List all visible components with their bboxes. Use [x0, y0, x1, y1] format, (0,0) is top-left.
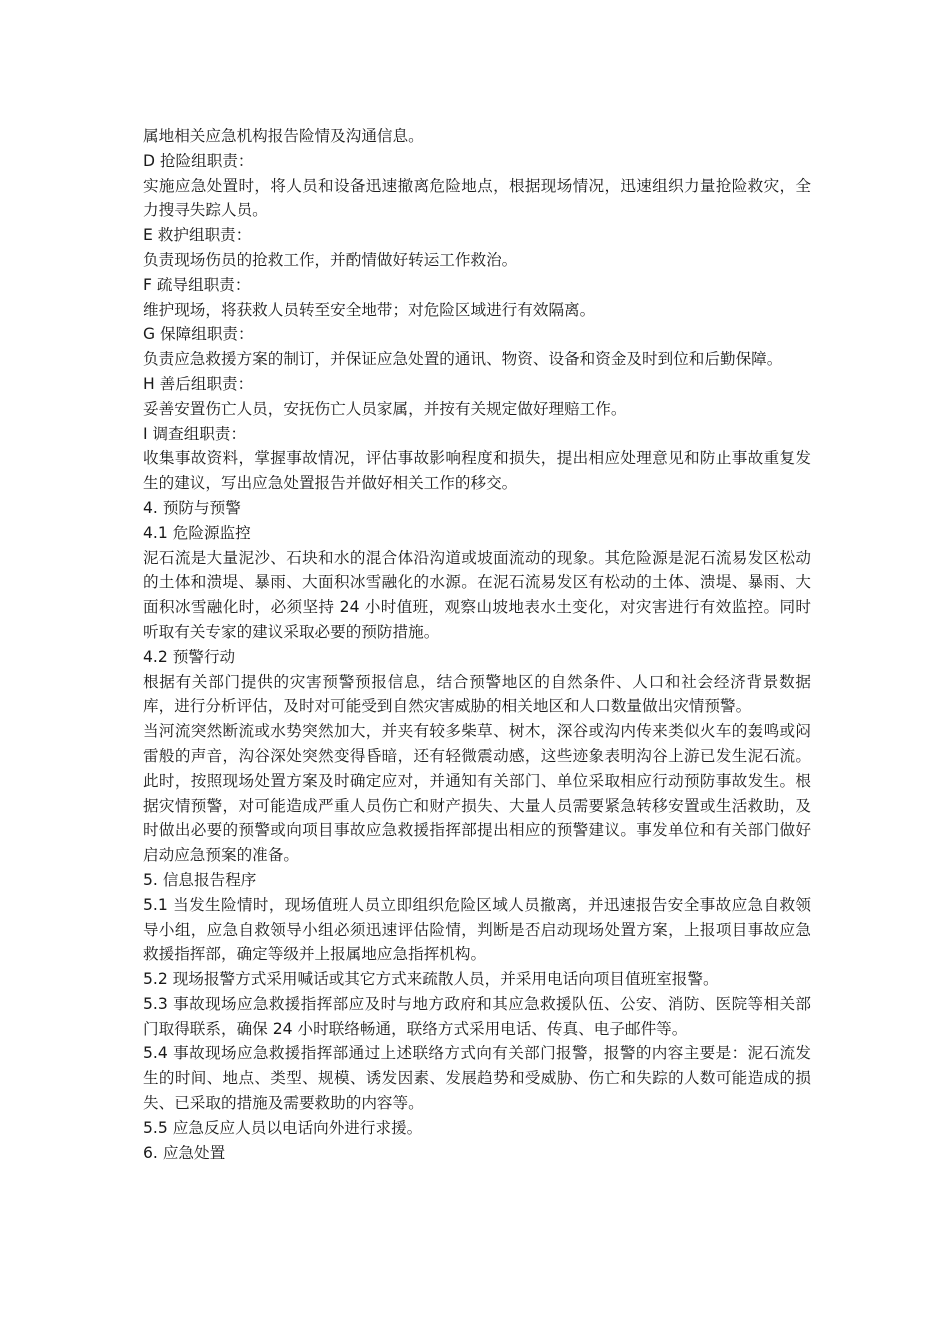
paragraph-reporting-5-2: 5.2 现场报警方式采用喊话或其它方式来疏散人员，并采用电话向项目值班室报警。 [143, 970, 719, 989]
paragraph-medical-team: 负责现场伤员的抢救工作，并酌情做好转运工作救治。 [143, 250, 518, 269]
heading-support-team: G 保障组职责： [143, 325, 254, 344]
section-heading-reporting: 5. 信息报告程序 [143, 870, 257, 889]
paragraph-warning-action-2: 当河流突然断流或水势突然加大，并夹有较多柴草、树木，深谷或沟内传来类似火车的轰鸣或闷雷般的声音，沟谷深处突然变得昏暗，还有轻微震动感，这些迹象表明沟谷上游已发生泥石流。此时，按照现场处置方案及时确定应对，并通知有关部门、单位采取相应行动预防事故发生。根据灾情预警，对可能造成严重人员伤亡和财产损失、大量人员需要紧急转移安置或生活救助，及时做出必要的预警或向项目事故应急救援指挥部提出相应的预警建议。事发单位和有关部门做好启动应急预案的准备。 [143, 722, 811, 865]
heading-medical-team: E 救护组职责： [143, 226, 252, 245]
paragraph-rescue-team: 实施应急处置时，将人员和设备迅速撤离危险地点，根据现场情况，迅速组织力量抢险救灾，全力搜寻失踪人员。 [143, 176, 811, 220]
paragraph-reporting-5-3: 5.3 事故现场应急救援指挥部应及时与地方政府和其应急救援队伍、公安、消防、医院等相关部门取得联系，确保 24 小时联络畅通，联络方式采用电话、传真、电子邮件等。 [143, 994, 811, 1038]
heading-rescue-team: D 抢险组职责： [143, 151, 254, 170]
paragraph-reporting-5-4: 5.4 事故现场应急救援指挥部通过上述联络方式向有关部门报警，报警的内容主要是：泥石流发生的时间、地点、类型、规模、诱发因素、发展趋势和受威胁、伤亡和失踪的人数可能造成的损失、已采取的措施及需要救助的内容等。 [143, 1044, 811, 1113]
paragraph-support-team: 负责应急救援方案的制订，并保证应急处置的通讯、物资、设备和资金及时到位和后勤保障。 [143, 350, 783, 369]
paragraph-intro-report: 属地相关应急机构报告险情及沟通信息。 [143, 127, 424, 145]
heading-evacuation-team: F 疏导组职责： [143, 275, 251, 294]
document-body [143, 124, 811, 1165]
paragraph-aftermath-team: 妥善安置伤亡人员，安抚伤亡人员家属，并按有关规定做好理赔工作。 [143, 399, 627, 418]
paragraph-hazard-monitoring: 泥石流是大量泥沙、石块和水的混合体沿沟道或坡面流动的现象。其危险源是泥石流易发区松动的土体和溃堤、暴雨、大面积冰雪融化的水源。在泥石流易发区有松动的土体、溃堤、暴雨、大面积冰雪融化时，必须坚持 24 小时值班，观察山坡地表水土变化，对灾害进行有效监控。同时听取有关专家的建议采取必要的预防措施。 [143, 548, 811, 641]
paragraph-reporting-5-5: 5.5 应急反应人员以电话向外进行求援。 [143, 1118, 423, 1137]
paragraph-investigation-team: 收集事故资料，掌握事故情况，评估事故影响程度和损失，提出相应处理意见和防止事故重复发生的建议，写出应急处置报告并做好相关工作的移交。 [143, 449, 811, 493]
paragraph-reporting-5-1: 5.1 当发生险情时，现场值班人员立即组织危险区域人员撤离，并迅速报告安全事故应急自救领导小组，应急自救领导小组必须迅速评估险情，判断是否启动现场处置方案，上报项目事故应急救援指挥部，确定等级并上报属地应急指挥机构。 [143, 895, 811, 964]
subsection-heading-hazard-monitoring: 4.1 危险源监控 [143, 523, 251, 542]
subsection-heading-warning-action: 4.2 预警行动 [143, 647, 236, 666]
section-heading-emergency-response: 6. 应急处置 [143, 1143, 226, 1162]
paragraph-evacuation-team: 维护现场，将获救人员转至安全地带；对危险区域进行有效隔离。 [143, 300, 596, 319]
paragraph-warning-action-1: 根据有关部门提供的灾害预警预报信息，结合预警地区的自然条件、人口和社会经济背景数据库，进行分析评估，及时对可能受到自然灾害威胁的相关地区和人口数量做出灾情预警。 [143, 672, 811, 716]
heading-aftermath-team: H 善后组职责： [143, 374, 254, 393]
section-heading-prevention: 4. 预防与预警 [143, 498, 241, 517]
heading-investigation-team: I 调查组职责： [143, 424, 247, 443]
